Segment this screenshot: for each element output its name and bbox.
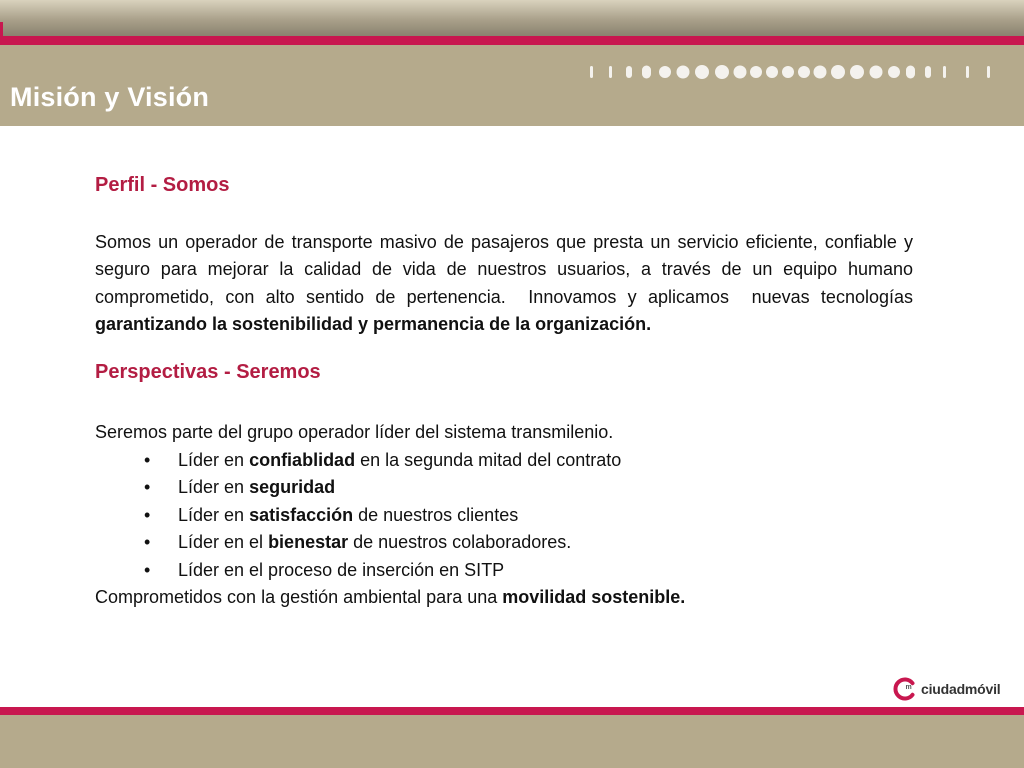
bullet-text: Líder en	[178, 449, 250, 470]
spacer	[95, 386, 913, 419]
spacer	[95, 339, 913, 359]
dot	[831, 65, 845, 79]
dot	[734, 66, 747, 79]
slide-title: Misión y Visión	[10, 82, 210, 112]
list-item	[95, 474, 913, 502]
logo-text: ciudadmóvil	[921, 681, 1001, 697]
dot	[906, 66, 915, 79]
bullet-text-bold: satisfacción	[249, 504, 354, 525]
bullet-text: de nuestros colaboradores.	[348, 532, 572, 552]
dot	[870, 66, 883, 79]
bottom-band	[0, 715, 1024, 768]
dot	[782, 66, 794, 78]
decorative-dots	[588, 64, 998, 80]
dot	[814, 66, 827, 79]
dot	[925, 66, 931, 78]
dot	[659, 66, 671, 78]
bullet-text-bold: bienestar	[268, 532, 349, 552]
bottom-stripe	[0, 707, 1024, 715]
dot	[943, 66, 946, 78]
logo-c-icon	[893, 677, 917, 701]
dot	[888, 66, 900, 78]
logo-mark: m	[905, 684, 912, 691]
dot	[798, 66, 810, 78]
perfil-heading: Perfil - Somos	[95, 174, 230, 196]
bullet-text-bold: confiablidad	[249, 449, 356, 470]
bullet-text-bold: seguridad	[249, 477, 336, 497]
slide-content	[95, 172, 923, 612]
dot	[766, 66, 778, 78]
dot	[850, 65, 864, 79]
bullet-icon: •	[144, 449, 151, 470]
bullet-text: Líder en	[178, 477, 250, 497]
bullet-text: Líder en el	[178, 532, 269, 552]
bullet-text: Líder en el proceso de inserción en SITP	[178, 559, 505, 580]
list-item	[95, 557, 913, 585]
dot	[695, 65, 709, 79]
perspectivas-heading: Perspectivas - Seremos	[95, 360, 321, 383]
dot	[750, 66, 762, 78]
perfil-text-bold: garantizando la sostenibilidad y permanencia de la organización.	[95, 314, 652, 334]
bullet-text: en la segunda mitad del contrato	[355, 449, 622, 470]
dot	[590, 66, 593, 78]
list-item	[95, 529, 913, 557]
perspectivas-closing	[95, 584, 913, 612]
dot	[987, 66, 990, 78]
dot	[626, 66, 632, 78]
dot	[609, 66, 612, 78]
bullet-text: Líder en	[178, 504, 250, 525]
perfil-text: Somos un operador de transporte masivo de pasajeros que presta un servicio eficiente, confiable y seguro para mejorar la calidad de vida de nuestros usuarios, a través de un equipo humano comprometido, con alto sentido de pertenencia. Innovamos y aplicamos nuevas tecnologías	[95, 231, 923, 307]
dot	[642, 66, 651, 79]
bullet-icon: •	[144, 504, 151, 525]
top-stripe	[0, 36, 1024, 45]
bullet-icon: •	[144, 532, 151, 552]
list-item	[95, 447, 913, 475]
dot	[966, 66, 969, 78]
perfil-paragraph	[95, 229, 923, 339]
dot	[715, 65, 729, 79]
perspectivas-intro: Seremos parte del grupo operador líder del sistema transmilenio.	[95, 422, 614, 442]
bullet-text: de nuestros clientes	[353, 504, 519, 525]
bullet-icon: •	[144, 477, 151, 497]
perspectivas-bullet-list	[95, 447, 913, 585]
ciudadmovil-logo	[893, 676, 1000, 702]
spacer	[95, 200, 913, 229]
list-item	[95, 502, 913, 530]
closing-text-bold: movilidad sostenible.	[502, 587, 686, 607]
closing-text: Comprometidos con la gestión ambiental para una	[95, 587, 503, 607]
dot	[677, 66, 690, 79]
top-band	[0, 0, 1024, 36]
bullet-icon: •	[144, 559, 151, 580]
